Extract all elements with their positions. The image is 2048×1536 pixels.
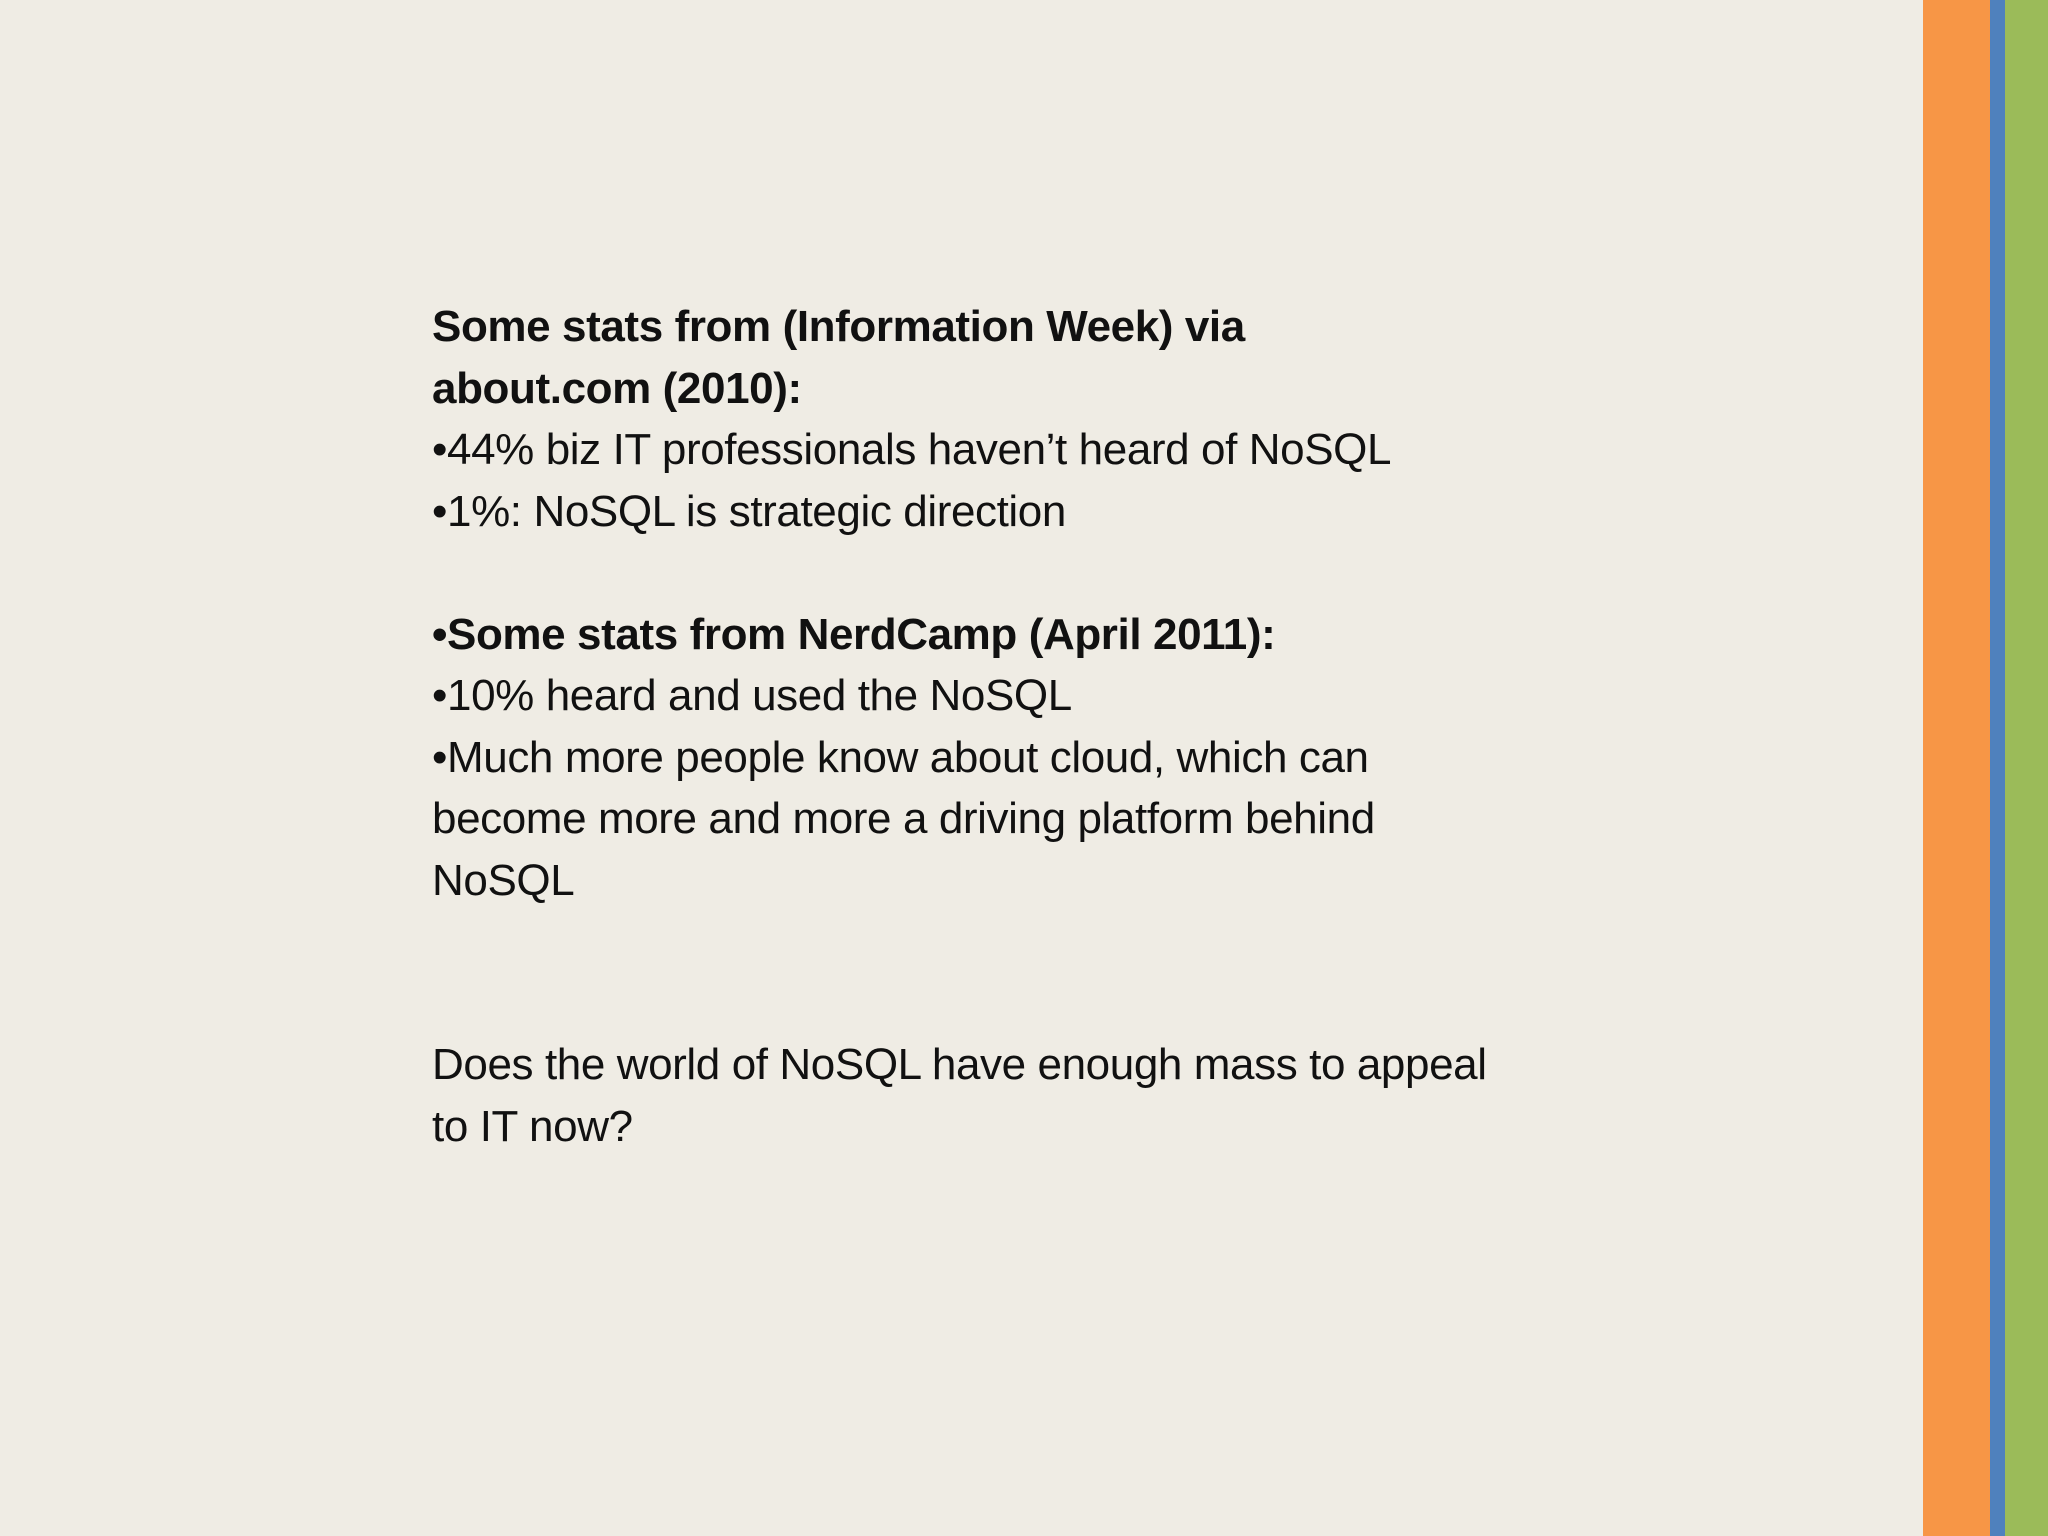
section1-heading-line1: Some stats from (Information Week) via [432, 302, 1245, 351]
spacer [432, 911, 1512, 1034]
spacer [432, 542, 1512, 604]
section2-bullet: •10% heard and used the NoSQL [432, 671, 1072, 720]
slide-body [432, 296, 1512, 1157]
accent-stripe-green [2005, 0, 2048, 1536]
section2-bullet: •Much more people know about cloud, which can become more and more a driving platform behind NoSQL [432, 732, 1375, 905]
section1-heading-line2: about.com (2010): [432, 363, 802, 413]
section1-bullet: •44% biz IT professionals haven’t heard of NoSQL [432, 425, 1392, 474]
closing-question: Does the world of NoSQL have enough mass to appeal to IT now? [432, 1040, 1487, 1151]
section2-heading: •Some stats from NerdCamp (April 2011): [432, 609, 1276, 659]
accent-stripe-blue [1990, 0, 2005, 1536]
section1-bullet: •1%: NoSQL is strategic direction [432, 486, 1066, 536]
accent-stripe-orange [1923, 0, 1990, 1536]
